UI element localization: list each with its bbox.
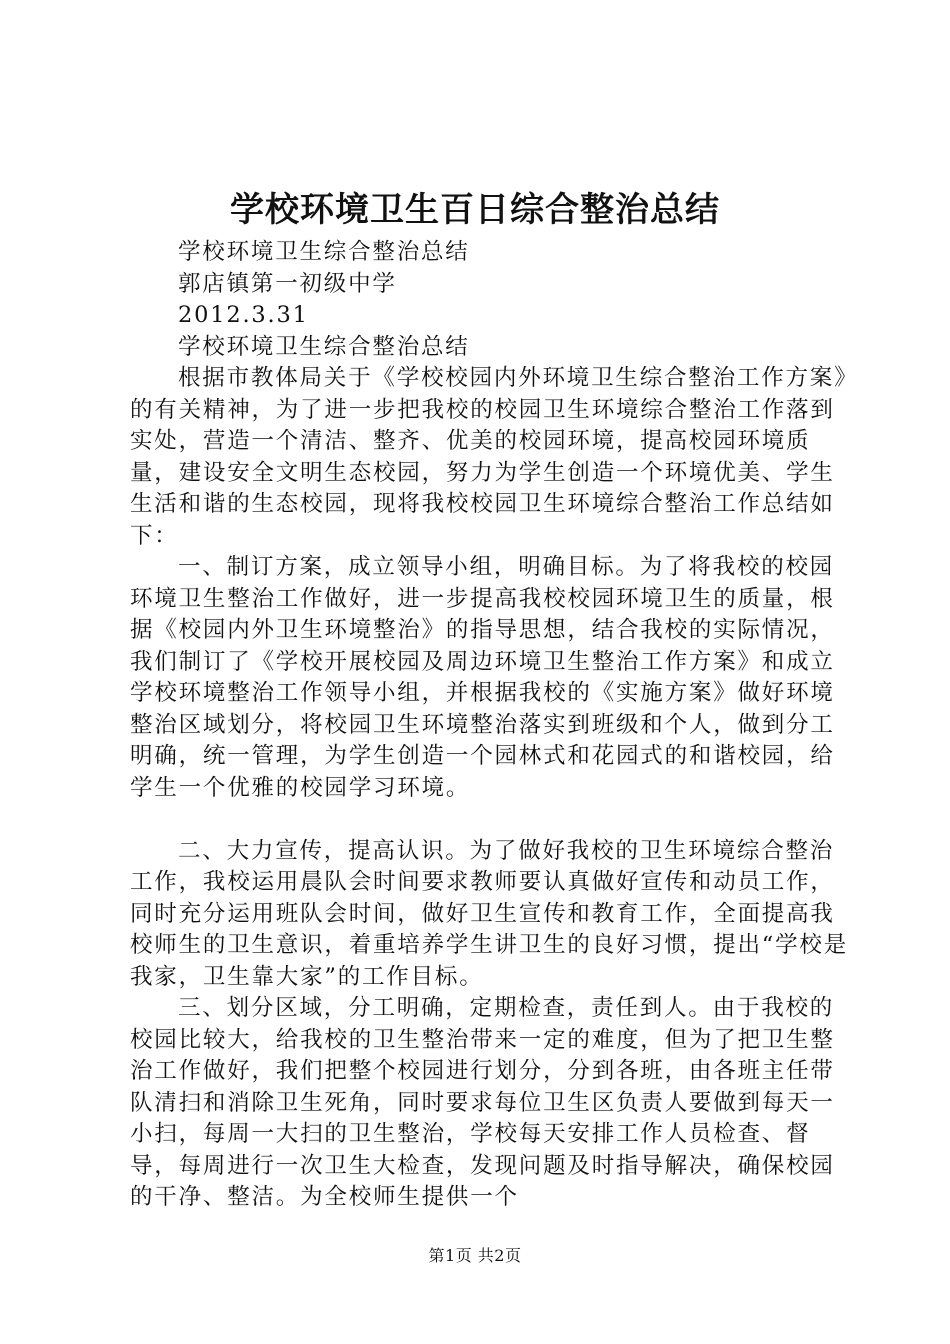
document-title: 学校环境卫生百日综合整治总结: [230, 190, 720, 230]
page-footer: 第1页 共2页: [428, 1246, 522, 1265]
date-line: 2012.3.31: [178, 302, 309, 328]
body-paragraph: 三、划分区域，分工明确，定期检查，责任到人。由于我校的校园比较大，给我校的卫生整治带来一定的难度，但为了把卫生整治工作做好，我们把整个校园进行划分，分到各班，由各班主任带队清扫和消除卫生死角，同时要求每位卫生区负责人要做到每天一小扫，每周一大扫的卫生整治，学校每天安排工作人员检查、督导，每周进行一次卫生大检查，发现问题及时指导解决，确保校园的干净、整洁。为全校师生提供一个: [130, 995, 835, 1210]
body-paragraph: 一、制订方案，成立领导小组，明确目标。为了将我校的校园环境卫生整治工作做好，进一步提高我校校园环境卫生的质量，根据《校园内外卫生环境整治》的指导思想，结合我校的实际情况，我们制订了《学校开展校园及周边环境卫生整治工作方案》和成立学校环境整治工作领导小组，并根据我校的《实施方案》做好环境整治区域划分，将校园卫生环境整治落实到班级和个人，做到分工明确，统一管理，为学生创造一个园林式和花园式的和谐校园，给学生一个优雅的校园学习环境。: [130, 554, 835, 801]
subtitle-line: 学校环境卫生综合整治总结: [178, 239, 470, 265]
body-paragraph: 二、大力宣传，提高认识。为了做好我校的卫生环境综合整治工作，我校运用晨队会时间要求教师要认真做好宣传和动员工作，同时充分运用班队会时间，做好卫生宣传和教育工作，全面提高我校师生的卫生意识，着重培养学生讲卫生的良好习惯，提出“学校是我家，卫生靠大家”的工作目标。: [130, 837, 849, 990]
document-body: [130, 237, 850, 1214]
body-paragraph: 根据市教体局关于《学校校园内外环境卫生综合整治工作方案》的有关精神，为了进一步把我校的校园卫生环境综合整治工作落到实处，营造一个清洁、整齐、优美的校园环境，提高校园环境质量，建设安全文明生态校园，努力为学生创造一个环境优美、学生生活和谐的生态校园，现将我校校园卫生环境综合整治工作总结如下：: [130, 365, 848, 549]
school-name-line: 郭店镇第一初级中学: [178, 270, 397, 297]
section-heading-line: 学校环境卫生综合整治总结: [178, 333, 470, 360]
